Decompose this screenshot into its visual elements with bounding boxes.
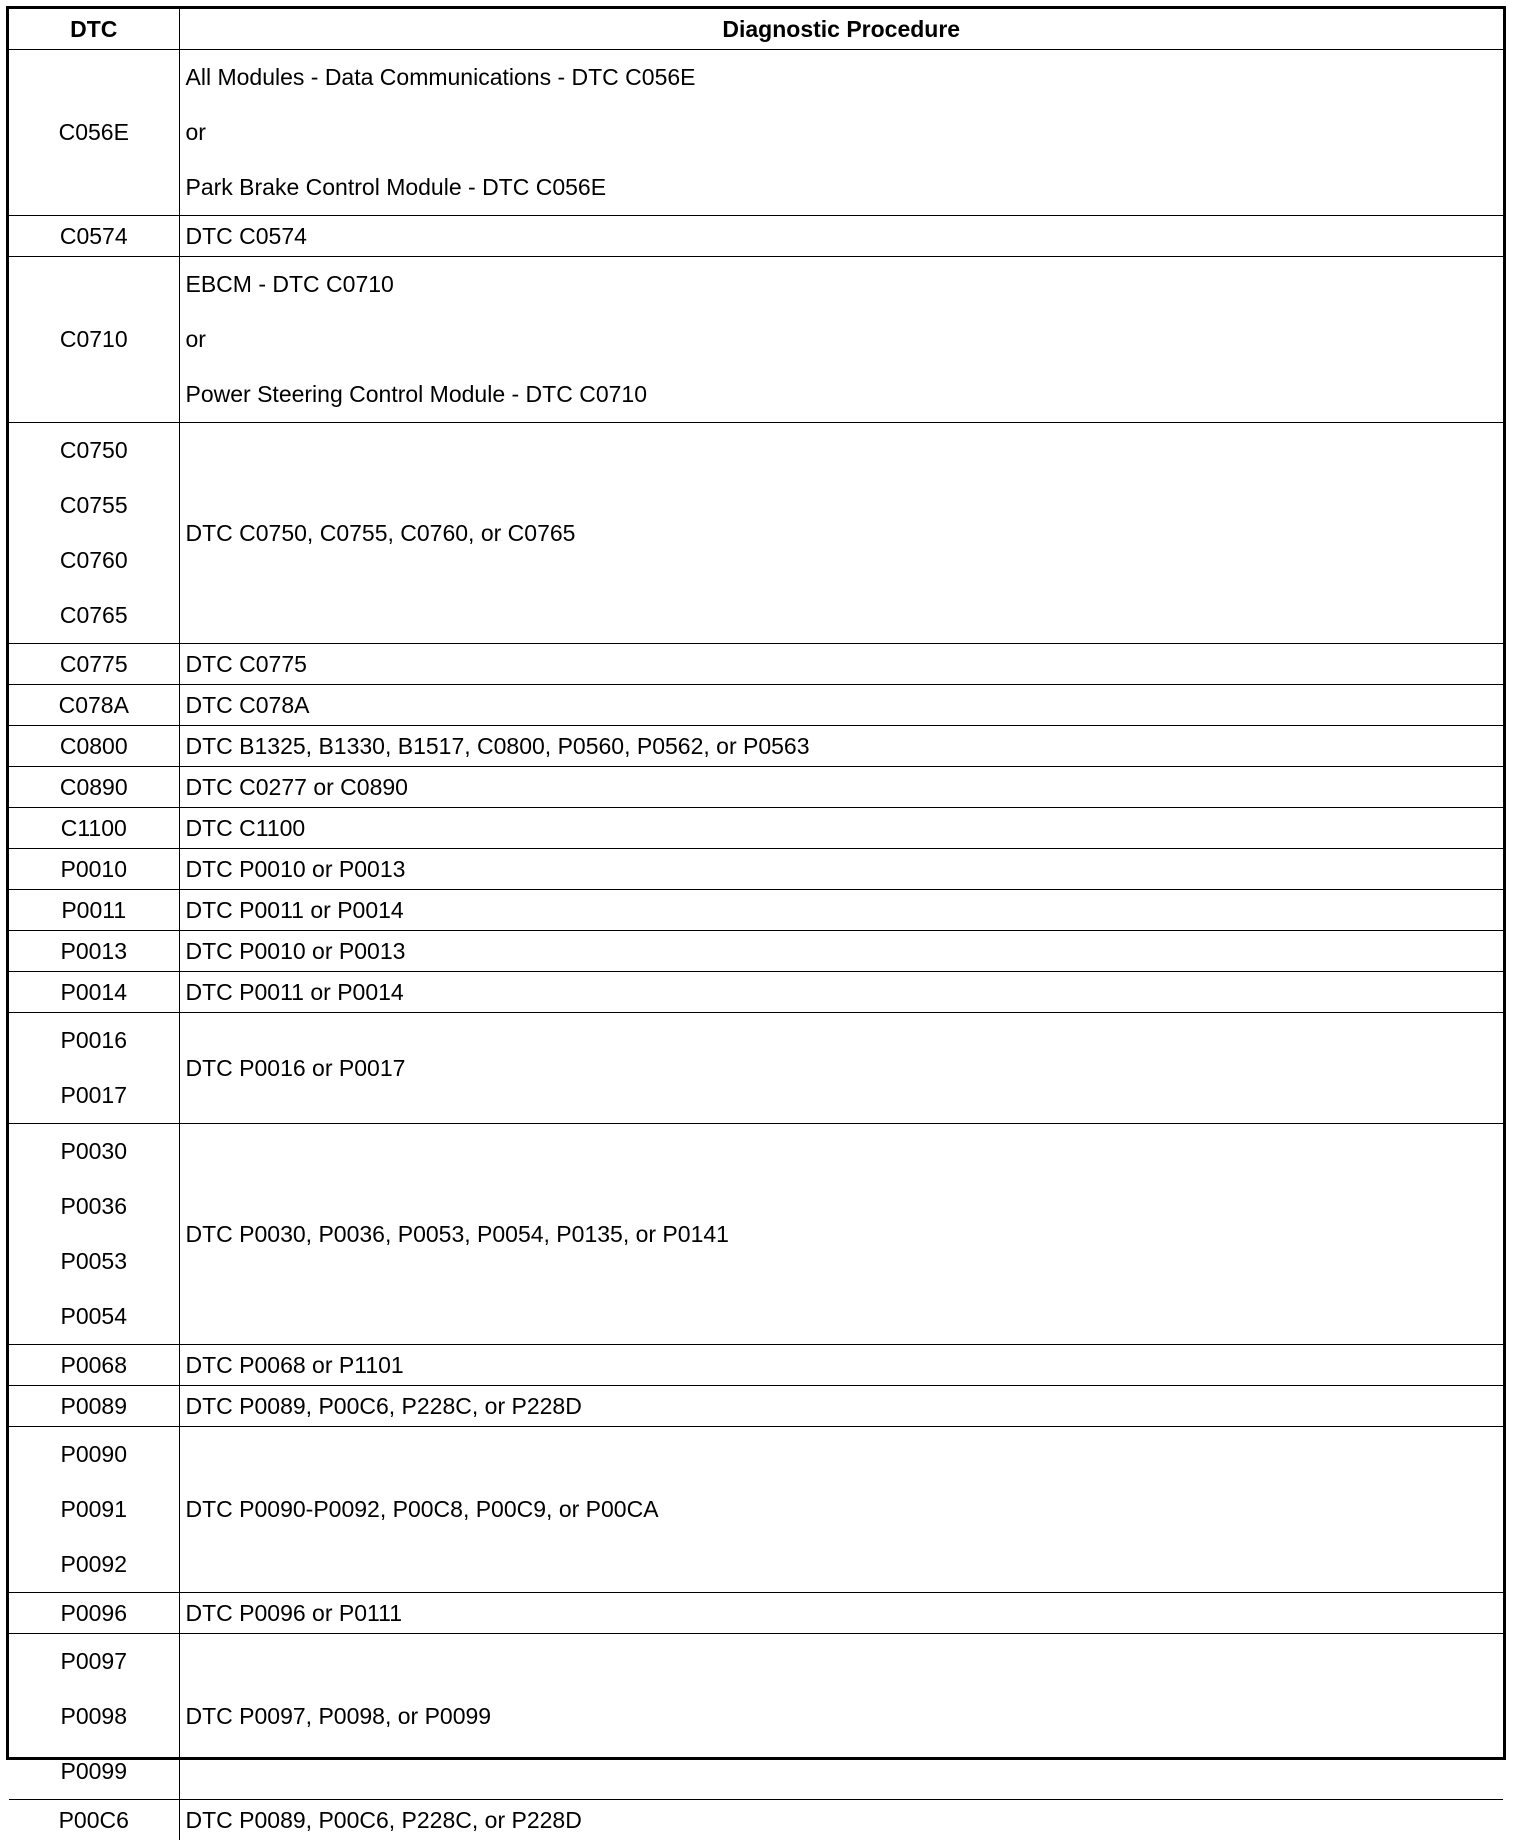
procedure-text: All Modules - Data Communications - DTC C056E [186,50,1504,105]
table-row [9,1427,1503,1593]
procedure-cell [179,1345,1503,1386]
table-row [9,931,1503,972]
procedure-text: DTC P0090-P0092, P00C8, P00C9, or P00CA [186,1490,1504,1530]
procedure-cell [179,1386,1503,1427]
table-body [9,50,1503,1840]
dtc-code: C0710 [9,312,179,367]
dtc-code: C0750 [9,423,179,478]
procedure-cell [179,1634,1503,1800]
procedure-text: DTC P0011 or P0014 [186,890,1504,930]
dtc-cell [9,50,179,216]
procedure-text: DTC P0068 or P1101 [186,1345,1504,1385]
procedure-text: DTC C078A [186,685,1504,725]
dtc-code: C0755 [9,478,179,533]
table-row [9,50,1503,216]
dtc-code: P0053 [9,1234,179,1289]
procedure-text: DTC P0097, P0098, or P0099 [186,1697,1504,1737]
dtc-cell [9,1386,179,1427]
dtc-cell [9,1013,179,1124]
dtc-cell [9,1345,179,1386]
dtc-cell [9,1800,179,1840]
procedure-text: DTC P0096 or P0111 [186,1593,1504,1633]
column-header-dtc: DTC [9,9,179,50]
dtc-code: P0030 [9,1124,179,1179]
table-row [9,890,1503,931]
procedure-text: DTC P0030, P0036, P0053, P0054, P0135, or P0141 [186,1214,1504,1254]
dtc-cell [9,808,179,849]
dtc-code: P00C6 [9,1800,179,1840]
procedure-text: DTC P0010 or P0013 [186,931,1504,971]
column-header-procedure: Diagnostic Procedure [179,9,1503,50]
table-row [9,1345,1503,1386]
dtc-code: C078A [9,685,179,725]
dtc-code: P0036 [9,1179,179,1234]
dtc-cell [9,931,179,972]
table-row [9,1013,1503,1124]
dtc-code: C0890 [9,767,179,807]
procedure-text: DTC P0089, P00C6, P228C, or P228D [186,1800,1504,1840]
procedure-cell [179,216,1503,257]
procedure-text: DTC P0010 or P0013 [186,849,1504,889]
dtc-cell [9,1124,179,1345]
procedure-cell [179,1800,1503,1840]
dtc-code: P0098 [9,1689,179,1744]
procedure-cell [179,423,1503,644]
dtc-code: P0099 [9,1744,179,1799]
dtc-cell [9,644,179,685]
table-row [9,423,1503,644]
dtc-cell [9,216,179,257]
dtc-cell [9,257,179,423]
procedure-cell [179,1013,1503,1124]
dtc-table-container [6,6,1506,1760]
procedure-cell [179,685,1503,726]
dtc-code: P0011 [9,890,179,930]
procedure-text: DTC P0016 or P0017 [186,1048,1504,1088]
table-row [9,767,1503,808]
procedure-text: or [186,312,1504,367]
procedure-cell [179,257,1503,423]
procedure-cell [179,1593,1503,1634]
dtc-code: C0760 [9,533,179,588]
dtc-cell [9,1593,179,1634]
dtc-code: P0096 [9,1593,179,1633]
table-row [9,216,1503,257]
procedure-text: DTC P0089, P00C6, P228C, or P228D [186,1386,1504,1426]
table-row [9,808,1503,849]
dtc-cell [9,423,179,644]
procedure-cell [179,849,1503,890]
dtc-code: P0092 [9,1537,179,1592]
dtc-cell [9,1427,179,1593]
dtc-code: C0574 [9,216,179,256]
dtc-cell [9,890,179,931]
dtc-code: C1100 [9,808,179,848]
dtc-code: C0775 [9,644,179,684]
procedure-text: DTC C0750, C0755, C0760, or C0765 [186,513,1504,553]
table-row [9,1124,1503,1345]
dtc-code: P0054 [9,1289,179,1344]
procedure-text: DTC C0574 [186,216,1504,256]
procedure-cell [179,1124,1503,1345]
procedure-text: DTC C0775 [186,644,1504,684]
procedure-cell [179,50,1503,216]
dtc-cell [9,726,179,767]
dtc-code: P0014 [9,972,179,1012]
dtc-cell [9,767,179,808]
table-row [9,1800,1503,1840]
table-row [9,1593,1503,1634]
procedure-cell [179,972,1503,1013]
dtc-cell [9,685,179,726]
table-row [9,1634,1503,1800]
dtc-cell [9,849,179,890]
procedure-cell [179,808,1503,849]
dtc-code: C0765 [9,588,179,643]
table-header-row [9,9,1503,50]
table-row [9,1386,1503,1427]
procedure-text: Park Brake Control Module - DTC C056E [186,160,1504,215]
procedure-text: DTC B1325, B1330, B1517, C0800, P0560, P0562, or P0563 [186,726,1504,766]
procedure-text: DTC P0011 or P0014 [186,972,1504,1012]
dtc-code: P0013 [9,931,179,971]
table-row [9,849,1503,890]
dtc-code: C056E [9,105,179,160]
dtc-cell [9,972,179,1013]
table-row [9,972,1503,1013]
procedure-text: or [186,105,1504,160]
procedure-cell [179,726,1503,767]
dtc-code: P0010 [9,849,179,889]
dtc-code: P0016 [9,1013,179,1068]
table-row [9,685,1503,726]
procedure-cell [179,931,1503,972]
procedure-cell [179,1427,1503,1593]
dtc-cell [9,1634,179,1800]
dtc-code: P0090 [9,1427,179,1482]
procedure-text: Power Steering Control Module - DTC C0710 [186,367,1504,422]
dtc-code: P0097 [9,1634,179,1689]
procedure-cell [179,890,1503,931]
procedure-cell [179,644,1503,685]
dtc-code: P0089 [9,1386,179,1426]
procedure-cell [179,767,1503,808]
table-row [9,726,1503,767]
dtc-code: C0800 [9,726,179,766]
procedure-text: EBCM - DTC C0710 [186,257,1504,312]
dtc-table [9,9,1503,1840]
procedure-text: DTC C1100 [186,808,1504,848]
procedure-text: DTC C0277 or C0890 [186,767,1504,807]
dtc-code: P0017 [9,1068,179,1123]
dtc-code: P0068 [9,1345,179,1385]
table-row [9,257,1503,423]
table-row [9,644,1503,685]
dtc-code: P0091 [9,1482,179,1537]
